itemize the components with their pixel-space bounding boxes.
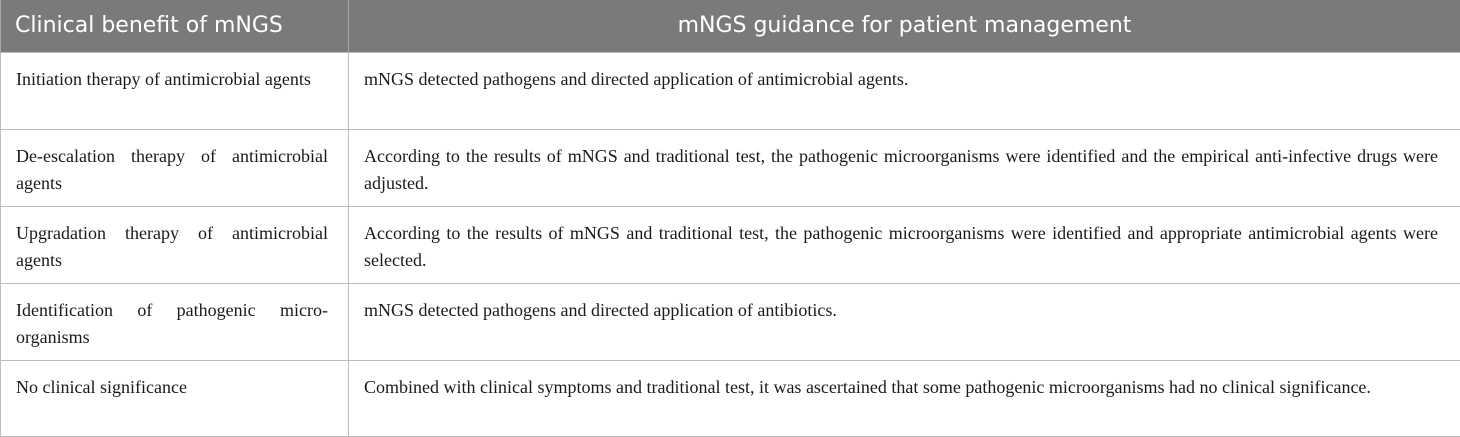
table-row (1, 206, 1460, 283)
header-mngs-guidance: mNGS guidance for patient management (349, 0, 1460, 52)
table-row (1, 283, 1460, 360)
guidance-cell: mNGS detected pathogens and directed application of antibiotics. (349, 283, 1460, 360)
benefit-cell: Upgradation therapy of antimicrobial agents (1, 206, 349, 283)
table-row (1, 129, 1460, 206)
header-row (1, 0, 1460, 52)
table-row (1, 360, 1460, 436)
guidance-cell: According to the results of mNGS and traditional test, the pathogenic microorganisms were identified and the empirical anti-infective drugs were adjusted. (349, 129, 1460, 206)
table-body (1, 52, 1460, 436)
guidance-cell: According to the results of mNGS and traditional test, the pathogenic microorganisms were identified and appropriate antimicrobial agents were selected. (349, 206, 1460, 283)
guidance-cell: mNGS detected pathogens and directed application of antimicrobial agents. (349, 52, 1460, 129)
benefit-cell: De-escalation therapy of antimicrobial agents (1, 129, 349, 206)
benefit-cell: No clinical significance (1, 360, 349, 436)
table-header (1, 0, 1460, 52)
header-clinical-benefit: Clinical benefit of mNGS (1, 0, 349, 52)
table-row (1, 52, 1460, 129)
benefit-cell: Identification of pathogenic micro-organisms (1, 283, 349, 360)
benefit-cell: Initiation therapy of antimicrobial agents (1, 52, 349, 129)
guidance-cell: Combined with clinical symptoms and traditional test, it was ascertained that some pathogenic microorganisms had no clinical significance. (349, 360, 1460, 436)
